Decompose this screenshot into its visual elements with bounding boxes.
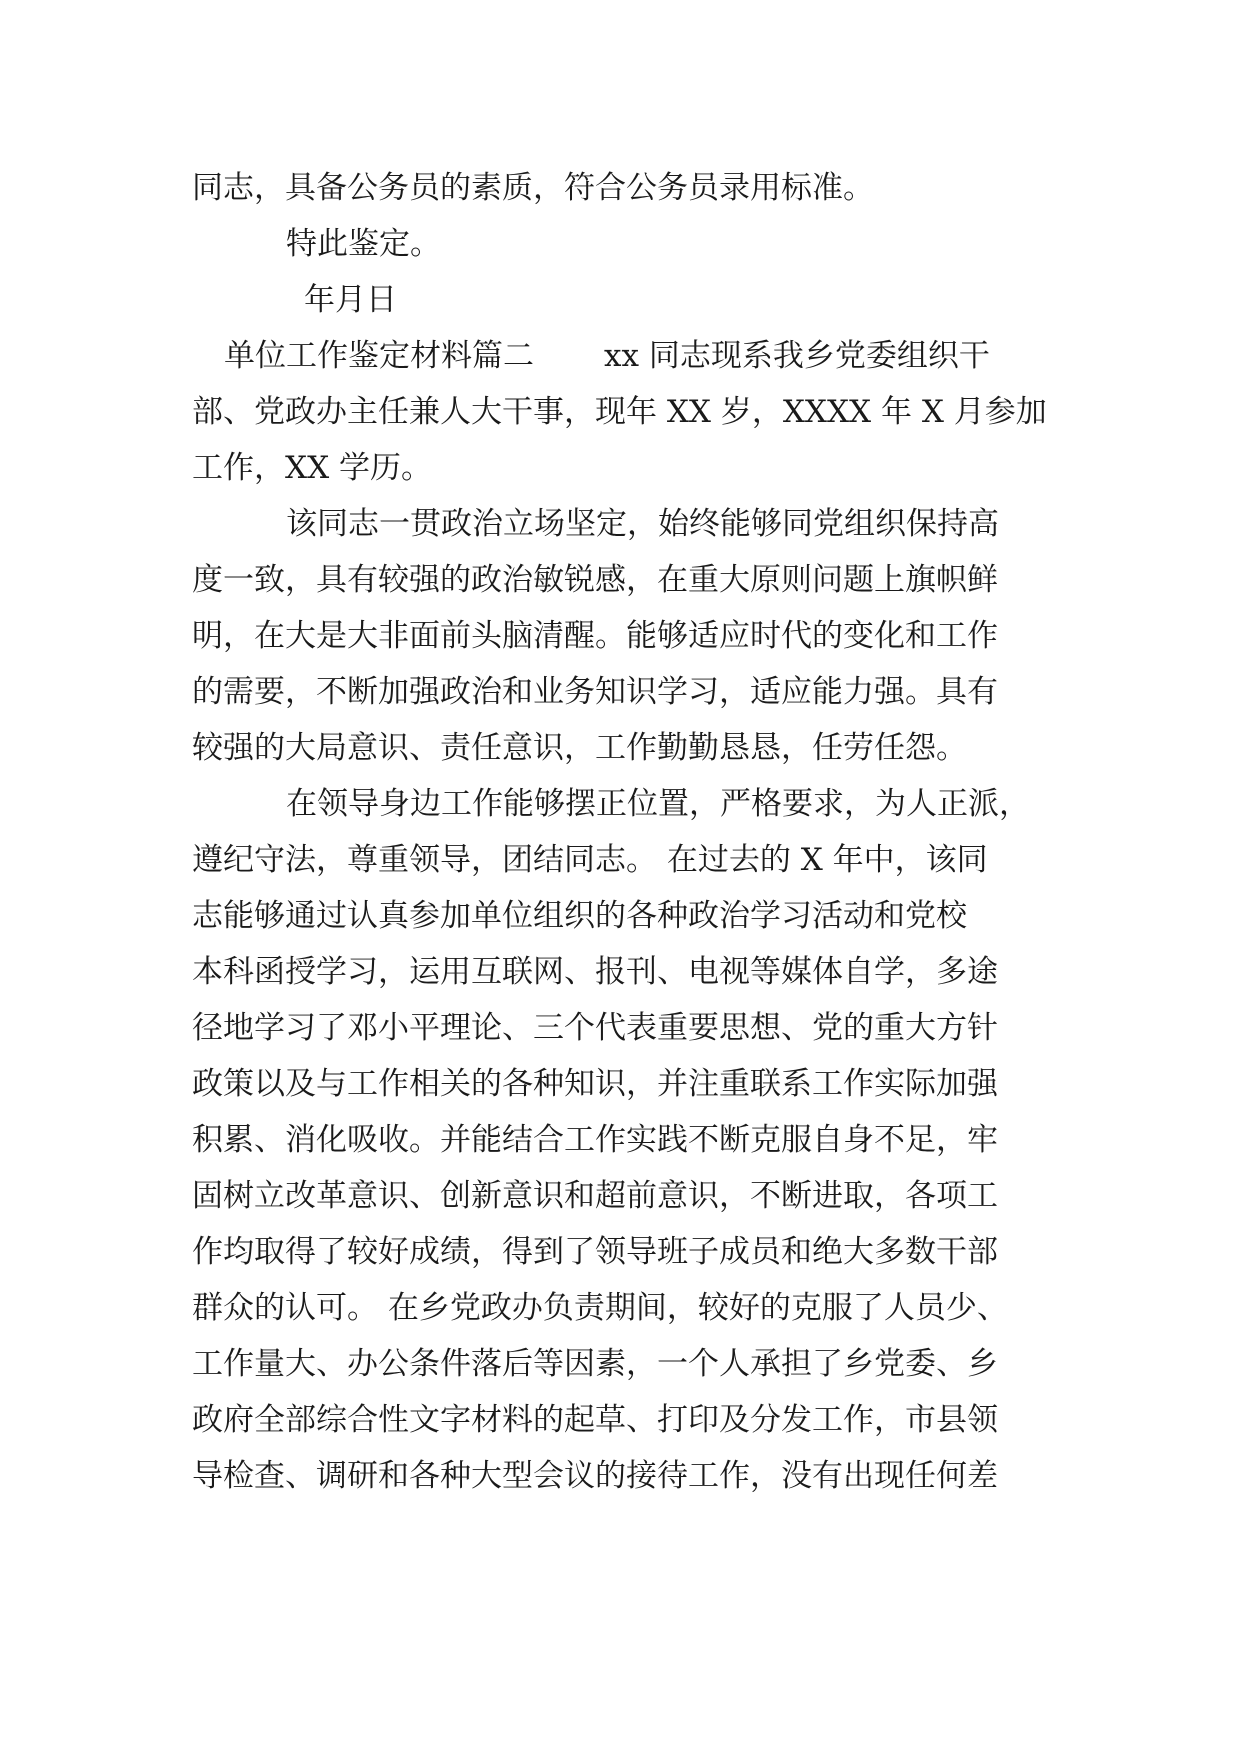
section-heading-line [192,328,1062,384]
text-segment: xx 同志现系我乡党委组织干 [604,338,990,374]
text-line: 较强的大局意识、责任意识，工作勤勤恳恳，任劳任怨。 [192,730,967,766]
text-line: 群众的认可。 在乡党政办负责期间，较好的克服了人员少、 [192,1290,1008,1326]
text-line: 特此鉴定。 [286,226,441,262]
text-line: 明，在大是大非面前头脑清醒。能够适应时代的变化和工作 [192,618,998,654]
text-line: 的需要，不断加强政治和业务知识学习，适应能力强。具有 [192,674,998,710]
text-line: 导检查、调研和各种大型会议的接待工作，没有出现任何差 [192,1458,998,1494]
text-line: 在领导身边工作能够摆正位置，严格要求，为人正派， [286,786,1030,822]
text-line: 度一致，具有较强的政治敏锐感，在重大原则问题上旗帜鲜 [192,562,998,598]
text-line: 作均取得了较好成绩，得到了领导班子成员和绝大多数干部 [192,1234,998,1270]
document-body [192,160,1062,1504]
text-line: 该同志一贯政治立场坚定，始终能够同党组织保持高 [286,506,999,542]
text-line: 部、党政办主任兼人大干事，现年 XX 岁，XXXX 年 X 月参加 [192,394,1047,430]
text-line: 本科函授学习，运用互联网、报刊、电视等媒体自学，多途 [192,954,998,990]
section-heading: 单位工作鉴定材料篇二 [224,338,534,374]
text-line: 同志，具备公务员的素质，符合公务员录用标准。 [192,170,874,206]
date-line: 年月日 [304,282,397,318]
text-line: 工作量大、办公条件落后等因素，一个人承担了乡党委、乡 [192,1346,998,1382]
text-line: 政策以及与工作相关的各种知识，并注重联系工作实际加强 [192,1066,998,1102]
text-line: 志能够通过认真参加单位组织的各种政治学习活动和党校 [192,898,967,934]
text-line: 工作，XX 学历。 [192,450,432,486]
text-line: 遵纪守法，尊重领导，团结同志。 在过去的 X 年中，该同 [192,842,988,878]
text-line: 径地学习了邓小平理论、三个代表重要思想、党的重大方针 [192,1010,998,1046]
text-line: 积累、消化吸收。并能结合工作实践不断克服自身不足，牢 [192,1122,998,1158]
text-line: 政府全部综合性文字材料的起草、打印及分发工作，市县领 [192,1402,998,1438]
text-line: 固树立改革意识、创新意识和超前意识，不断进取，各项工 [192,1178,998,1214]
